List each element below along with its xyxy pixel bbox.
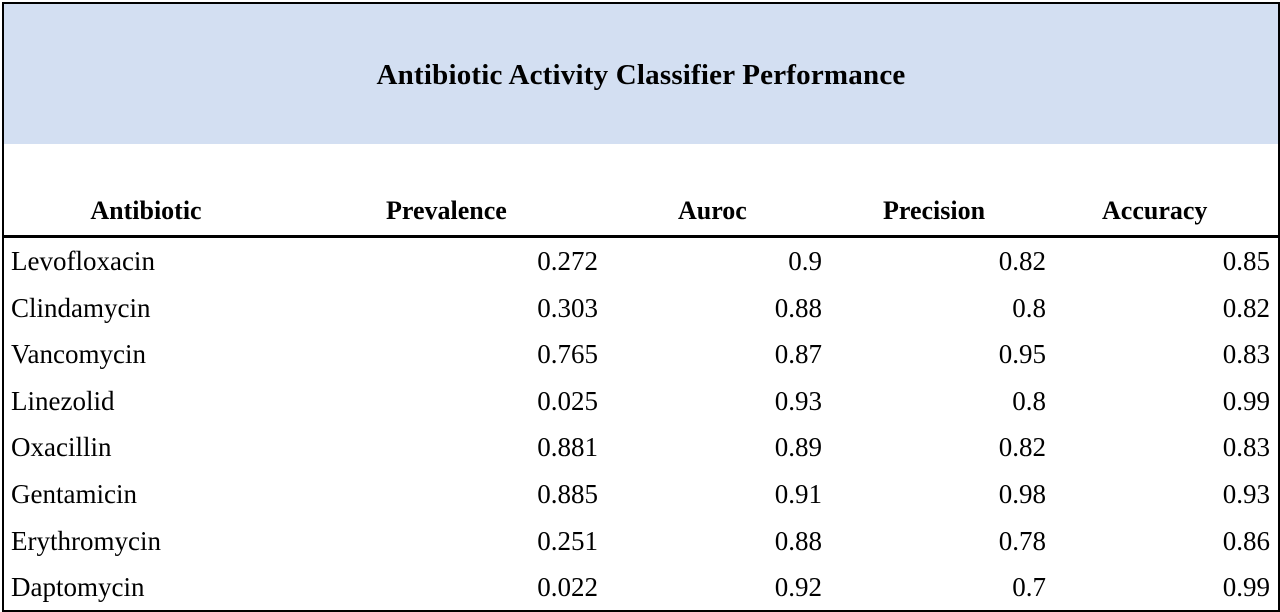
antibiotic-cell: Erythromycin <box>11 525 161 556</box>
auroc-cell: 0.88 <box>774 525 822 556</box>
column-header-prevalence: Prevalence <box>386 196 507 225</box>
auroc-cell: 0.92 <box>774 572 822 603</box>
accuracy-cell: 0.83 <box>1222 432 1270 463</box>
prevalence-cell: 0.251 <box>537 525 598 556</box>
title-band <box>4 4 1278 144</box>
prevalence-cell: 0.272 <box>537 246 598 276</box>
accuracy-cell: 0.83 <box>1222 339 1270 370</box>
auroc-cell: 0.87 <box>774 339 822 370</box>
prevalence-cell: 0.303 <box>537 292 598 323</box>
auroc-cell: 0.93 <box>774 385 822 416</box>
precision-cell: 0.98 <box>998 478 1046 509</box>
precision-cell: 0.82 <box>998 246 1046 276</box>
precision-cell: 0.8 <box>1012 385 1046 416</box>
column-header-precision: Precision <box>883 196 986 225</box>
auroc-cell: 0.9 <box>788 246 822 276</box>
table-row <box>4 285 1278 332</box>
header-row <box>4 144 1278 238</box>
table-row <box>4 518 1278 565</box>
auroc-cell: 0.88 <box>774 292 822 323</box>
table-row <box>4 564 1278 611</box>
precision-cell: 0.95 <box>998 339 1046 370</box>
accuracy-cell: 0.82 <box>1222 292 1270 323</box>
accuracy-cell: 0.93 <box>1222 478 1270 509</box>
performance-table <box>2 2 1280 612</box>
auroc-cell: 0.89 <box>774 432 822 463</box>
accuracy-cell: 0.99 <box>1222 572 1270 603</box>
column-header-accuracy: Accuracy <box>1102 196 1208 225</box>
auroc-cell: 0.91 <box>774 478 822 509</box>
antibiotic-cell: Daptomycin <box>11 572 145 603</box>
column-header-antibiotic: Antibiotic <box>90 196 202 225</box>
prevalence-cell: 0.025 <box>537 385 598 416</box>
table-row <box>4 238 1278 285</box>
antibiotic-cell: Gentamicin <box>11 478 137 509</box>
prevalence-cell: 0.022 <box>537 572 598 603</box>
column-header-auroc: Auroc <box>678 196 747 225</box>
antibiotic-cell: Vancomycin <box>11 339 146 370</box>
precision-cell: 0.78 <box>998 525 1046 556</box>
accuracy-cell: 0.85 <box>1222 246 1270 276</box>
antibiotic-cell: Oxacillin <box>11 432 112 463</box>
precision-cell: 0.7 <box>1012 572 1046 603</box>
precision-cell: 0.82 <box>998 432 1046 463</box>
table-row <box>4 424 1278 471</box>
prevalence-cell: 0.881 <box>537 432 598 463</box>
prevalence-cell: 0.765 <box>537 339 598 370</box>
table-title: Antibiotic Activity Classifier Performance <box>376 58 906 91</box>
precision-cell: 0.8 <box>1012 292 1046 323</box>
accuracy-cell: 0.86 <box>1222 525 1270 556</box>
antibiotic-cell: Clindamycin <box>11 292 151 323</box>
antibiotic-cell: Linezolid <box>11 385 115 416</box>
table-row <box>4 378 1278 425</box>
table-row <box>4 331 1278 378</box>
table-row <box>4 471 1278 518</box>
prevalence-cell: 0.885 <box>537 478 598 509</box>
accuracy-cell: 0.99 <box>1222 385 1270 416</box>
table-body <box>4 238 1278 611</box>
antibiotic-cell: Levofloxacin <box>11 246 155 276</box>
